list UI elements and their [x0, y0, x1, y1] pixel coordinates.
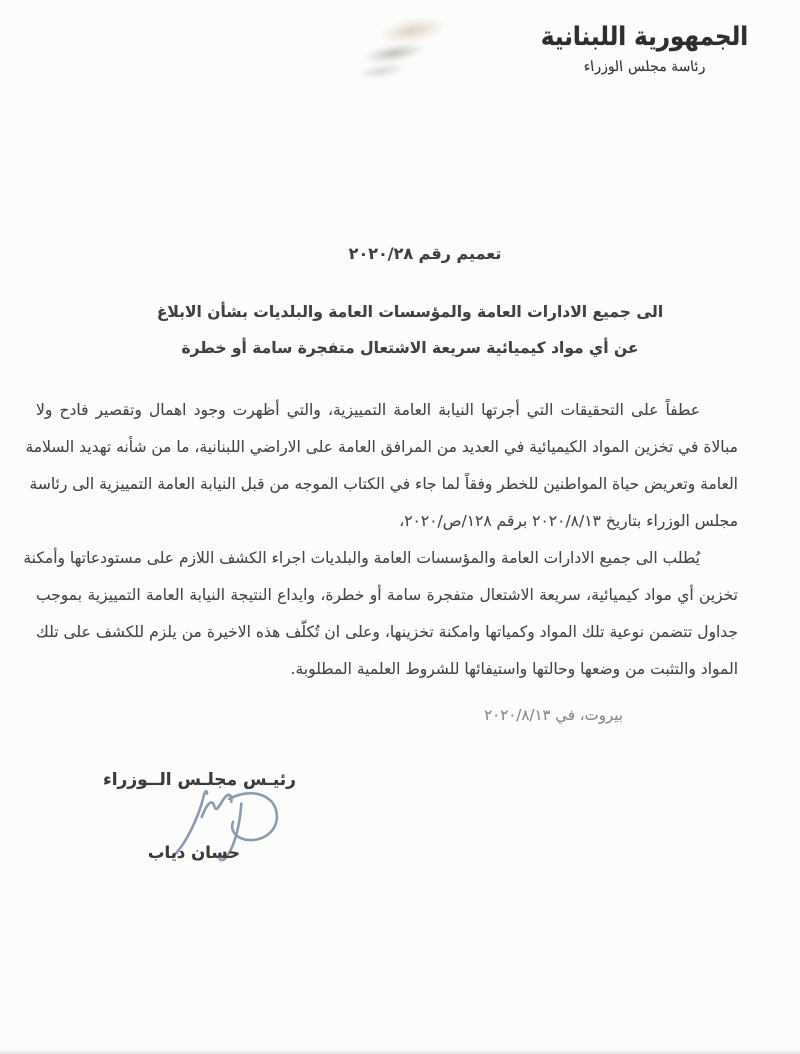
paragraph-line: العامة وتعريض حياة المواطنين للخطر وفقاً لما جاء في الكتاب الموجه من قبل النيابة العامة التمييزية الى رئاسة — [29, 475, 738, 493]
circular-title: تعميم رقم ٢٠٢٠/٢٨ — [348, 244, 502, 263]
signature-title: رئيـس مجلـس الــوزراء — [103, 770, 296, 790]
paragraph-line: مجلس الوزراء بتاريخ ٢٠٢٠/٨/١٣ برقم ١٢٨/ص/٢٠٢٠، — [399, 512, 738, 530]
paragraph-line: يُطلب الى جميع الادارات العامة والمؤسسات العامة والبلديات اجراء الكشف اللازم على مستودعاتها وأمكنة — [23, 549, 700, 567]
letterhead — [537, 24, 752, 75]
paragraph-1 — [25, 392, 738, 540]
paragraph-line: جداول تتضمن نوعية تلك المواد وكمياتها وامكنة تخزينها، وعلى ان تُكلّف هذه الاخيرة من يلزم للكشف على تلك — [36, 623, 738, 641]
addressee-block — [10, 294, 800, 366]
paragraph-line: تخزين أي مواد كيميائية، سريعة الاشتعال متفجرة سامة أو خطرة، وايداع النتيجة النيابة العامة التمييزية بموجب — [36, 586, 738, 604]
scan-smudge-artifact — [347, 5, 464, 87]
letterhead-republic-text: الجمهورية اللبنانية — [540, 22, 749, 52]
letterhead-presidency-text: رئاسة مجلس الوزراء — [582, 59, 707, 75]
paragraph-2 — [23, 540, 738, 688]
addressee-line-1: الى جميع الادارات العامة والمؤسسات العامة والبلديات بشأن الابلاغ — [156, 303, 664, 321]
paragraph-line: مبالاة في تخزين المواد الكيميائية في العديد من المرافق العامة على الاراضي اللبنانية، ما من شأنه تهديد السلامة — [25, 438, 738, 456]
date-line: بيروت، في ٢٠٢٠/٨/١٣ — [484, 706, 623, 724]
signatory-name: حسان دياب — [147, 843, 241, 862]
paragraph-line: المواد والتثبت من وضعها وحالتها واستيفائها للشروط العلمية المطلوبة. — [290, 660, 738, 678]
paragraph-line: عطفاً على التحقيقات التي أجرتها النيابة العامة التمييزية، والتي أظهرت وجود اهمال وتقصير فادح ولا — [36, 401, 700, 419]
addressee-line-2: عن أي مواد كيميائية سريعة الاشتعال متفجرة سامة أو خطرة — [181, 339, 639, 357]
